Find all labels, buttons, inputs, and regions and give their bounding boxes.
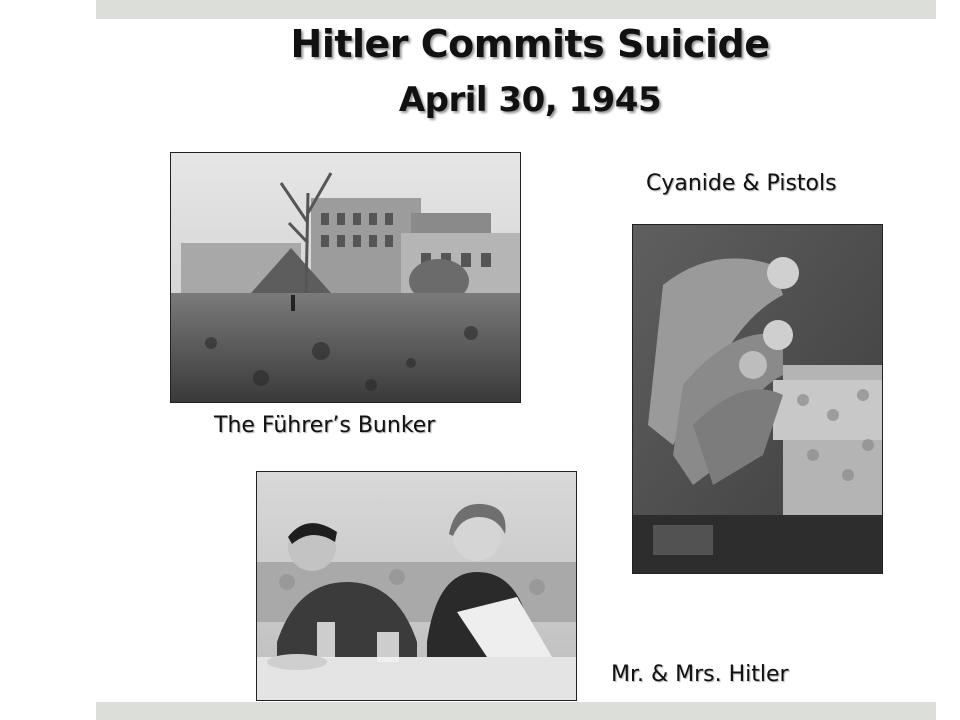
cyanide-caption: Cyanide & Pistols <box>646 171 837 196</box>
bunker-photo-image <box>171 153 520 402</box>
bottom-decor-bar <box>96 702 936 720</box>
bunker-photo <box>170 152 521 403</box>
couple-caption: Mr. & Mrs. Hitler <box>611 662 789 687</box>
top-decor-bar <box>96 0 936 19</box>
cyanide-photo-image <box>633 225 882 573</box>
couple-photo-image <box>257 472 576 700</box>
bunker-caption: The Führer’s Bunker <box>214 413 436 438</box>
couple-photo <box>256 471 577 701</box>
cyanide-photo <box>632 224 883 574</box>
slide-title: Hitler Commits Suicide <box>290 22 770 66</box>
slide-subtitle: April 30, 1945 <box>398 80 662 120</box>
